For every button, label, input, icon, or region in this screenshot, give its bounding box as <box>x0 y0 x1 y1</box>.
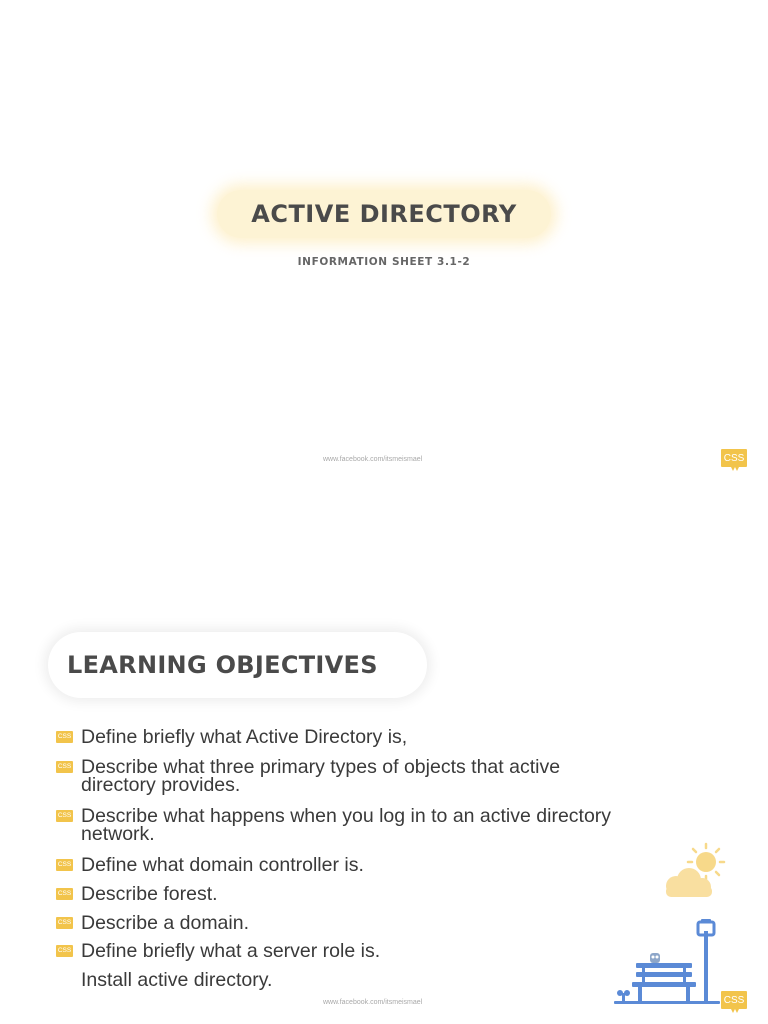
park-bench-illustration <box>612 917 722 1007</box>
list-item <box>56 728 696 746</box>
list-item <box>56 885 696 903</box>
lamp-post-icon <box>704 931 708 1001</box>
title-pill <box>217 190 551 238</box>
list-item <box>56 856 696 874</box>
slide-learning-objectives <box>0 512 768 1024</box>
objective-text-cont: network. <box>81 823 155 845</box>
footer-url: www.facebook.com/itsmeismael <box>323 456 423 463</box>
objective-text: Define what domain controller is. <box>81 854 364 876</box>
css-bullet-icon: CSS <box>56 731 73 743</box>
css-badge: CSS <box>721 991 747 1009</box>
objective-text: Describe what three primary types of objects that active <box>81 756 561 778</box>
sun-cloud-illustration <box>662 842 728 900</box>
list-item <box>56 758 696 794</box>
objective-text: Describe what happens when you log in to an active directory <box>81 805 612 827</box>
objective-text: Define briefly what Active Directory is, <box>81 726 408 748</box>
footer-url: www.facebook.com/itsmeismael <box>323 999 423 1006</box>
list-item <box>56 914 696 932</box>
cloud-icon <box>666 868 712 897</box>
slide-subtitle: INFORMATION SHEET 3.1-2 <box>297 256 471 268</box>
css-bullet-icon: CSS <box>56 917 73 929</box>
list-item <box>56 971 696 989</box>
css-bullet-icon: CSS <box>56 810 73 822</box>
objective-text-cont: directory provides. <box>81 774 241 796</box>
slide-title-text: ACTIVE DIRECTORY <box>251 200 517 228</box>
css-bullet-icon: CSS <box>56 888 73 900</box>
objective-text: Describe forest. <box>81 883 218 905</box>
objective-text: Install active directory. <box>81 969 273 991</box>
list-item <box>56 942 696 960</box>
css-bullet-icon: CSS <box>56 945 73 957</box>
objectives-list <box>56 728 696 989</box>
css-badge: CSS <box>721 449 747 467</box>
objectives-title: LEARNING OBJECTIVES <box>67 651 378 679</box>
css-bullet-icon: CSS <box>56 761 73 773</box>
objectives-pill <box>48 632 427 698</box>
list-item <box>56 807 696 843</box>
owl-icon <box>650 953 660 963</box>
css-bullet-icon: CSS <box>56 859 73 871</box>
objective-text: Describe a domain. <box>81 912 249 934</box>
objective-text: Define briefly what a server role is. <box>81 940 381 962</box>
